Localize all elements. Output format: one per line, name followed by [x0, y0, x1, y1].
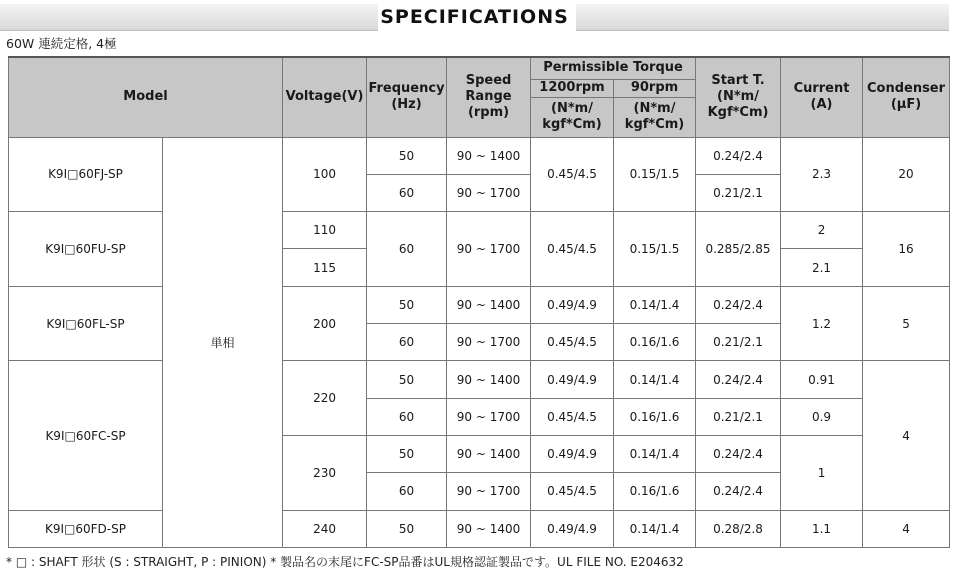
torque-90-cell: 0.15/1.5: [614, 137, 696, 212]
voltage-cell: 115: [283, 249, 367, 286]
condenser-cell: 16: [863, 212, 950, 287]
current-cell: 0.91: [781, 361, 863, 398]
speed-cell: 90 ~ 1700: [447, 398, 531, 435]
voltage-cell: 230: [283, 436, 367, 511]
torque-90-cell: 0.14/1.4: [614, 361, 696, 398]
speed-cell: 90 ~ 1400: [447, 361, 531, 398]
speed-cell: 90 ~ 1700: [447, 473, 531, 510]
torque-90-cell: 0.16/1.6: [614, 324, 696, 361]
speed-cell: 90 ~ 1700: [447, 174, 531, 211]
model-fc: K9I□60FC-SP: [9, 361, 163, 510]
page-title: SPECIFICATIONS: [380, 6, 569, 28]
speed-cell: 90 ~ 1400: [447, 510, 531, 547]
frequency-cell: 50: [367, 137, 447, 174]
header-speed-range: Speed Range (rpm): [447, 57, 531, 137]
current-cell: 2.3: [781, 137, 863, 212]
start-torque-cell: 0.21/2.1: [696, 174, 781, 211]
torque-90-cell: 0.14/1.4: [614, 286, 696, 323]
current-cell: 1: [781, 436, 863, 511]
current-cell: 0.9: [781, 398, 863, 435]
start-torque-cell: 0.21/2.1: [696, 398, 781, 435]
torque-90-cell: 0.16/1.6: [614, 398, 696, 435]
frequency-cell: 50: [367, 286, 447, 323]
torque-1200-cell: 0.45/4.5: [531, 324, 614, 361]
frequency-cell: 60: [367, 473, 447, 510]
torque-90-cell: 0.14/1.4: [614, 436, 696, 473]
header-start-torque: Start T. (N*m/ Kgf*Cm): [696, 57, 781, 137]
speed-cell: 90 ~ 1400: [447, 137, 531, 174]
header-permissible-torque: Permissible Torque: [531, 57, 696, 79]
spec-table: [8, 56, 950, 548]
voltage-cell: 240: [283, 510, 367, 547]
frequency-cell: 60: [367, 212, 447, 287]
torque-1200-cell: 0.49/4.9: [531, 436, 614, 473]
start-torque-cell: 0.21/2.1: [696, 324, 781, 361]
speed-cell: 90 ~ 1700: [447, 212, 531, 287]
frequency-cell: 60: [367, 398, 447, 435]
voltage-cell: 200: [283, 286, 367, 361]
torque-1200-cell: 0.45/4.5: [531, 473, 614, 510]
voltage-cell: 100: [283, 137, 367, 212]
start-torque-cell: 0.24/2.4: [696, 286, 781, 323]
voltage-cell: 110: [283, 212, 367, 249]
torque-90-cell: 0.14/1.4: [614, 510, 696, 547]
start-torque-cell: 0.24/2.4: [696, 436, 781, 473]
header-model: Model: [9, 57, 283, 137]
torque-1200-cell: 0.49/4.9: [531, 286, 614, 323]
frequency-cell: 50: [367, 510, 447, 547]
start-torque-cell: 0.28/2.8: [696, 510, 781, 547]
voltage-cell: 220: [283, 361, 367, 436]
condenser-cell: 4: [863, 510, 950, 547]
subtitle: 60W 連続定格, 4極: [6, 36, 117, 51]
condenser-cell: 5: [863, 286, 950, 361]
model-fl: K9I□60FL-SP: [9, 286, 163, 361]
speed-cell: 90 ~ 1400: [447, 436, 531, 473]
condenser-cell: 20: [863, 137, 950, 212]
header-1200rpm: 1200rpm: [531, 79, 614, 97]
torque-90-cell: 0.16/1.6: [614, 473, 696, 510]
model-fu: K9I□60FU-SP: [9, 212, 163, 287]
torque-1200-cell: 0.45/4.5: [531, 398, 614, 435]
torque-1200-cell: 0.49/4.9: [531, 510, 614, 547]
torque-1200-cell: 0.45/4.5: [531, 212, 614, 287]
torque-1200-cell: 0.49/4.9: [531, 361, 614, 398]
frequency-cell: 60: [367, 324, 447, 361]
torque-1200-cell: 0.45/4.5: [531, 137, 614, 212]
header-torque-unit-90: (N*m/ kgf*Cm): [614, 97, 696, 137]
current-cell: 2: [781, 212, 863, 249]
frequency-cell: 50: [367, 436, 447, 473]
current-cell: 1.1: [781, 510, 863, 547]
header-voltage: Voltage(V): [283, 57, 367, 137]
frequency-cell: 50: [367, 361, 447, 398]
condenser-cell: 4: [863, 361, 950, 510]
header-current: Current (A): [781, 57, 863, 137]
header-torque-unit-1200: (N*m/ kgf*Cm): [531, 97, 614, 137]
model-fd: K9I□60FD-SP: [9, 510, 163, 547]
start-torque-cell: 0.24/2.4: [696, 473, 781, 510]
frequency-cell: 60: [367, 174, 447, 211]
current-cell: 2.1: [781, 249, 863, 286]
header-frequency: Frequency (Hz): [367, 57, 447, 137]
model-fj: K9I□60FJ-SP: [9, 137, 163, 212]
speed-cell: 90 ~ 1700: [447, 324, 531, 361]
speed-cell: 90 ~ 1400: [447, 286, 531, 323]
header-90rpm: 90rpm: [614, 79, 696, 97]
phase-cell: 単相: [163, 137, 283, 548]
header-condenser: Condenser (µF): [863, 57, 950, 137]
torque-90-cell: 0.15/1.5: [614, 212, 696, 287]
start-torque-cell: 0.24/2.4: [696, 361, 781, 398]
footnote: * □ : SHAFT 形状 (S : STRAIGHT, P : PINION) * 製品名の末尾にFC-SP品番はUL規格認証製品です。UL FILE NO. E204632: [6, 555, 684, 569]
start-torque-cell: 0.285/2.85: [696, 212, 781, 287]
current-cell: 1.2: [781, 286, 863, 361]
start-torque-cell: 0.24/2.4: [696, 137, 781, 174]
